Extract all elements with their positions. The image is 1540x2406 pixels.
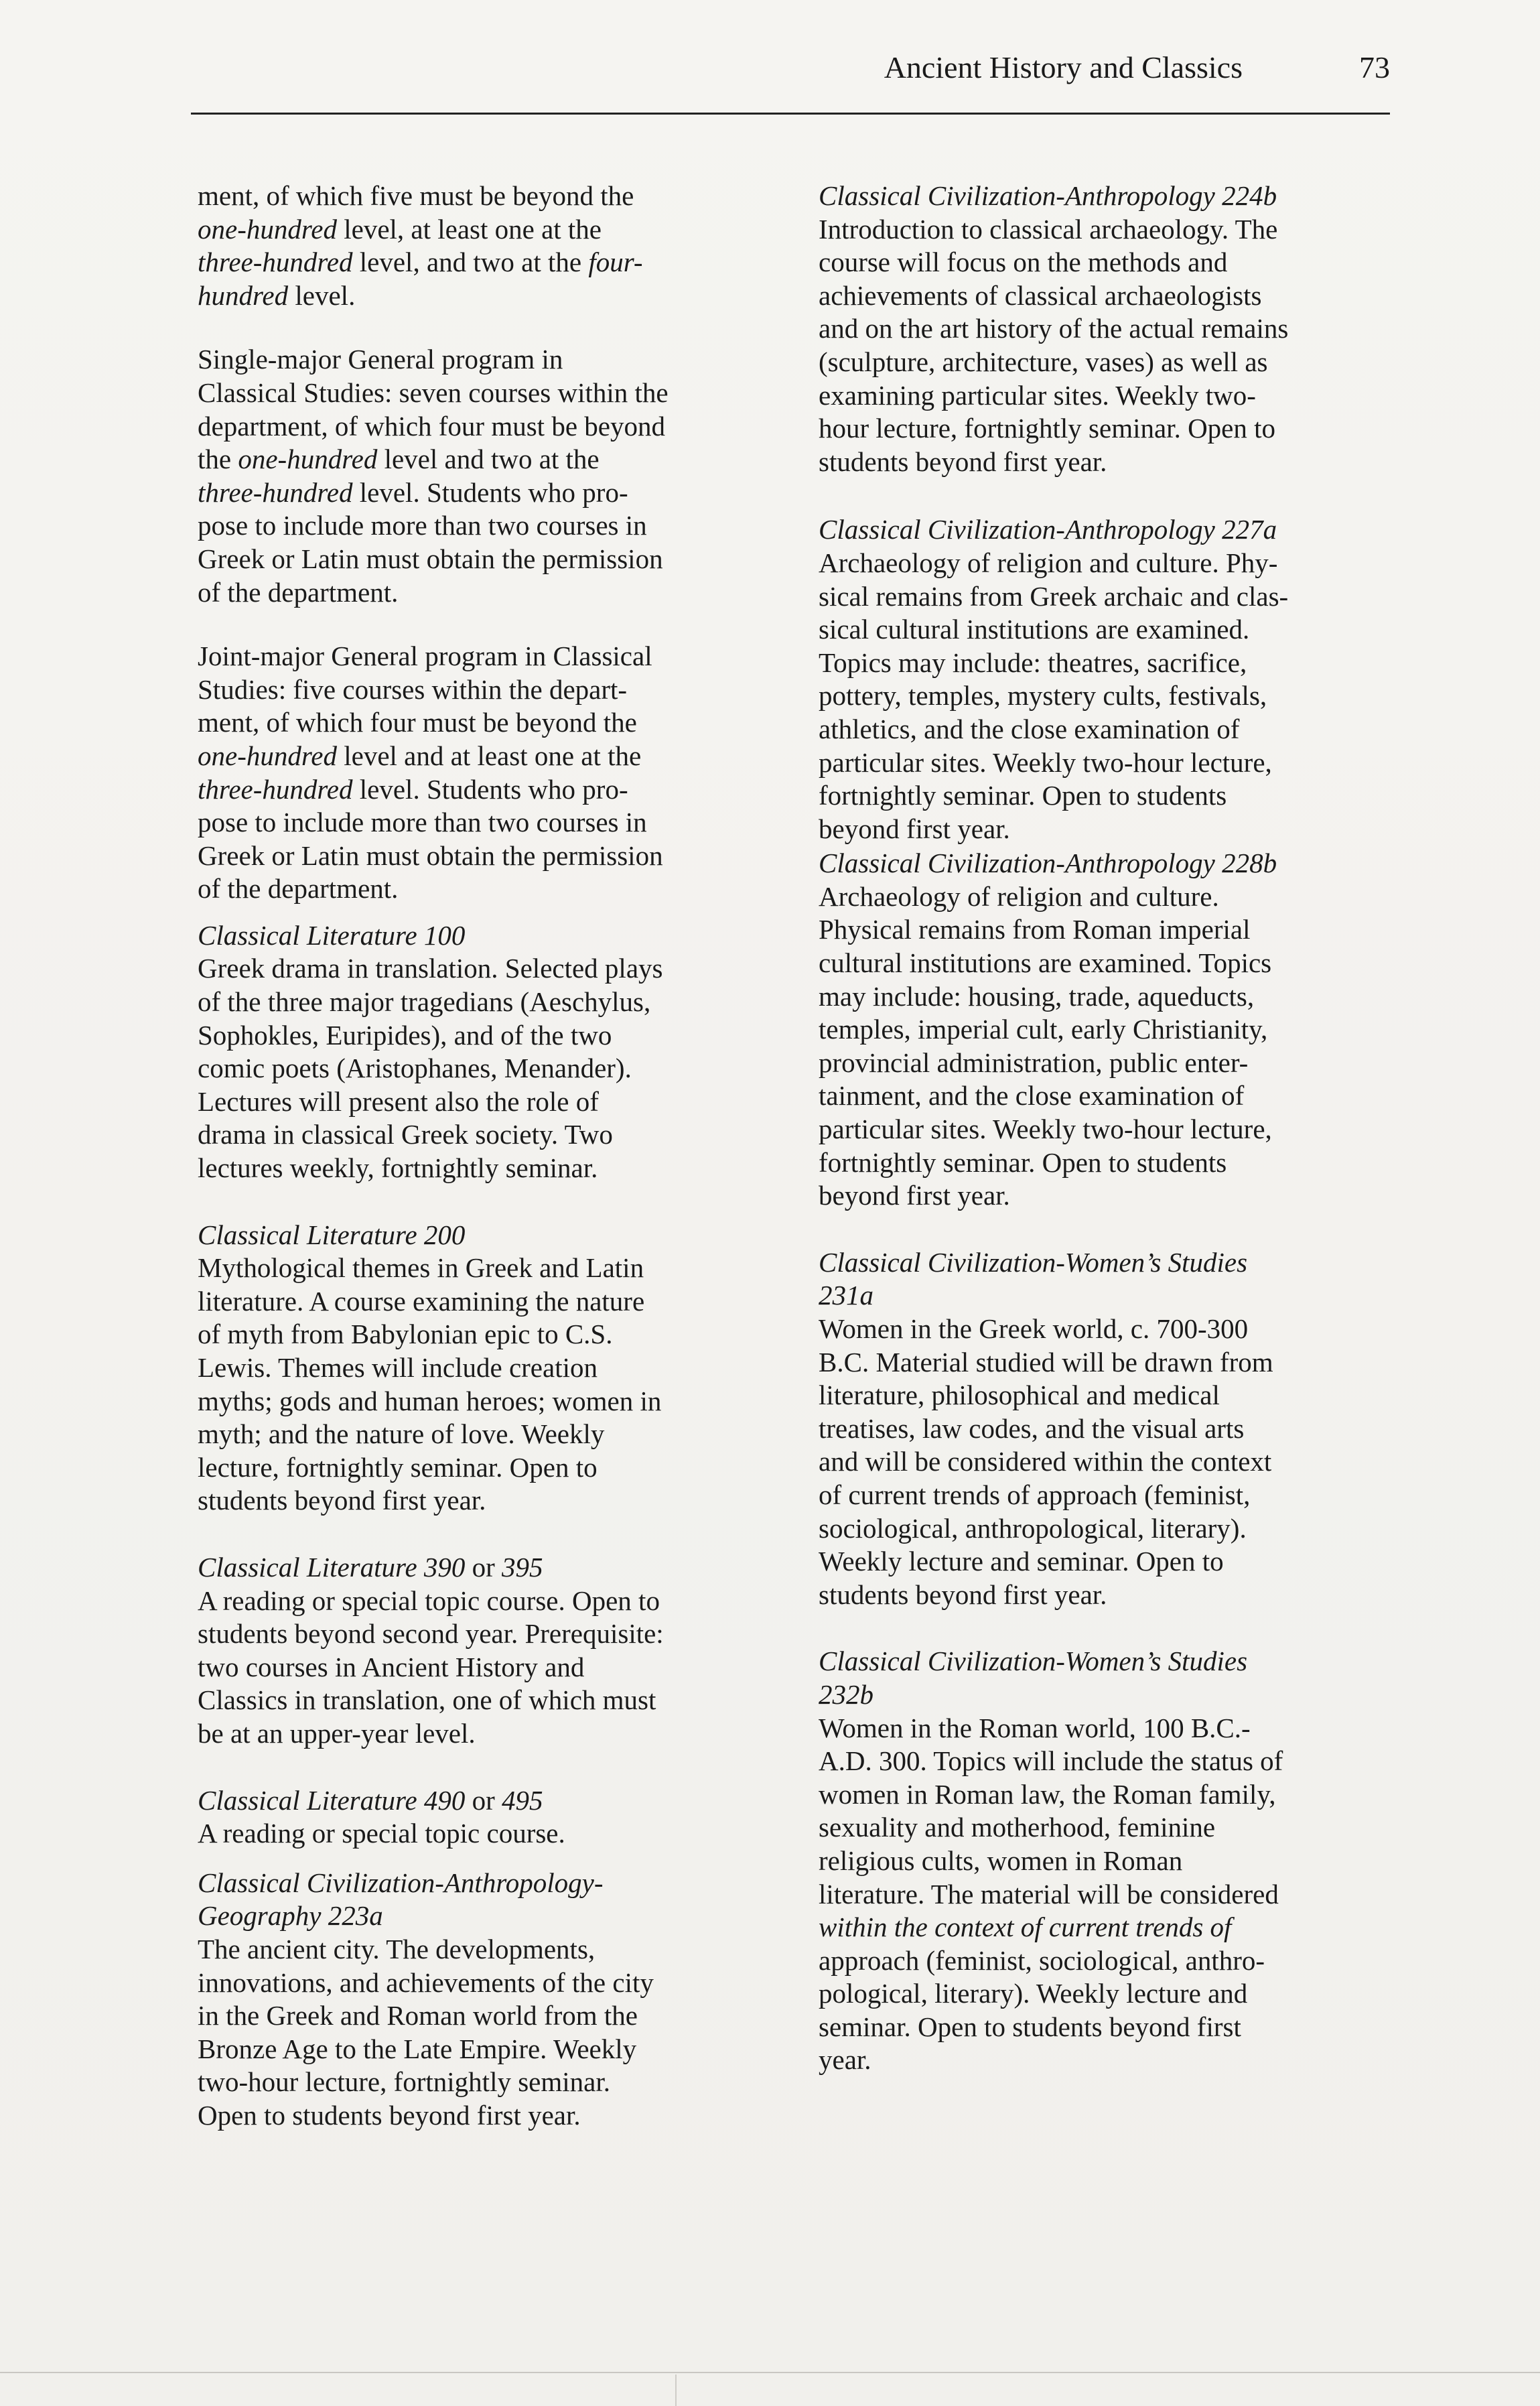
course-classical-literature-490 bbox=[198, 1784, 787, 1851]
text-line: Mythological themes in Greek and Latin bbox=[198, 1252, 644, 1284]
text-line: B.C. Material studied will be drawn from bbox=[819, 1346, 1273, 1378]
text-line: examining particular sites. Weekly two- bbox=[819, 379, 1256, 411]
right-column bbox=[819, 180, 1408, 2077]
text-line: may include: housing, trade, aqueducts, bbox=[819, 980, 1255, 1012]
text-line: cultural institutions are examined. Topics bbox=[819, 947, 1272, 979]
text-line: innovations, and achievements of the city bbox=[198, 1966, 654, 1998]
text-line: achievements of classical archaeologists bbox=[819, 279, 1262, 311]
text-line: Women in the Greek world, c. 700-300 bbox=[819, 1313, 1249, 1344]
text-line: seminar. Open to students beyond first bbox=[819, 2011, 1241, 2042]
course-classical-civilization-228b bbox=[819, 847, 1408, 1213]
text-line: fortnightly seminar. Open to students bbox=[819, 1146, 1227, 1178]
course-title: Classical Civilization-Anthropology 228b bbox=[819, 848, 1277, 879]
text-line: Open to students beyond first year. bbox=[198, 2099, 581, 2131]
course-title: Classical Civilization-Anthropology- bbox=[198, 1867, 604, 1898]
text-line: sical remains from Greek archaic and clas- bbox=[819, 580, 1289, 612]
course-title: Classical Civilization-Women’s Studies bbox=[819, 1246, 1248, 1278]
text-line: literature, philosophical and medical bbox=[819, 1380, 1220, 1411]
text-line: A reading or special topic course. bbox=[198, 1818, 565, 1849]
text-line: Classical Studies: seven courses within the bbox=[198, 377, 669, 408]
running-head-title: Ancient History and Classics bbox=[884, 50, 1243, 84]
text-line: sociological, anthropological, literary). bbox=[819, 1512, 1247, 1544]
text-line: of myth from Babylonian epic to C.S. bbox=[198, 1319, 613, 1350]
text-line: Lewis. Themes will include creation bbox=[198, 1352, 598, 1383]
text-line: within the context of current trends of bbox=[819, 1912, 1232, 1943]
text-line: students beyond first year. bbox=[819, 1579, 1107, 1610]
page-number: 73 bbox=[1359, 50, 1390, 84]
text-line: literature. The material will be considered bbox=[819, 1878, 1279, 1910]
text-line: Physical remains from Roman imperial bbox=[819, 914, 1251, 945]
text-line: fortnightly seminar. Open to students bbox=[819, 780, 1227, 811]
text-line: three-hundred level, and two at the four- bbox=[198, 247, 643, 278]
text-line: The ancient city. The developments, bbox=[198, 1933, 596, 1964]
course-title: Geography 223a bbox=[198, 1900, 383, 1932]
text-line: religious cults, women in Roman bbox=[819, 1845, 1183, 1876]
course-classical-civilization-231a bbox=[819, 1246, 1408, 1612]
left-column bbox=[198, 180, 787, 2132]
text-line: ment, of which four must be beyond the bbox=[198, 707, 637, 738]
paragraph-joint-major bbox=[198, 640, 787, 906]
course-classical-literature-100 bbox=[198, 919, 787, 1185]
text-line: Weekly lecture and seminar. Open to bbox=[819, 1546, 1224, 1577]
text-line: Lectures will present also the role of bbox=[198, 1085, 599, 1117]
text-line: Bronze Age to the Late Empire. Weekly bbox=[198, 2033, 637, 2064]
text-line: hour lecture, fortnightly seminar. Open to bbox=[819, 413, 1276, 444]
text-line: Topics may include: theatres, sacrifice, bbox=[819, 647, 1247, 678]
course-title: Classical Civilization-Anthropology 224b bbox=[819, 180, 1277, 211]
text-line: Introduction to classical archaeology. The bbox=[819, 213, 1278, 245]
text-line: provincial administration, public enter- bbox=[819, 1047, 1249, 1078]
course-title: Classical Literature 100 bbox=[198, 919, 466, 951]
course-classical-civilization-227a bbox=[819, 513, 1408, 846]
text-line: two-hour lecture, fortnightly seminar. bbox=[198, 2066, 610, 2098]
scan-edge-mark bbox=[675, 2375, 677, 2406]
text-line: tainment, and the close examination of bbox=[819, 1080, 1245, 1112]
text-line: Greek drama in translation. Selected plays bbox=[198, 953, 663, 984]
course-classical-literature-200 bbox=[198, 1219, 787, 1518]
course-title: 231a bbox=[819, 1280, 873, 1311]
text-line: one-hundred level and at least one at the bbox=[198, 740, 642, 771]
text-line: of current trends of approach (feminist, bbox=[819, 1479, 1251, 1510]
text-line: Joint-major General program in Classical bbox=[198, 641, 652, 672]
text-line: myth; and the nature of love. Weekly bbox=[198, 1418, 605, 1450]
text-line: two courses in Ancient History and bbox=[198, 1651, 585, 1682]
text-line: the one-hundred level and two at the bbox=[198, 444, 600, 475]
text-line: approach (feminist, sociological, anthro- bbox=[819, 1944, 1265, 1976]
text-line: comic poets (Aristophanes, Menander). bbox=[198, 1053, 632, 1084]
header-rule bbox=[191, 113, 1390, 115]
text-line: treatises, law codes, and the visual arts bbox=[819, 1412, 1245, 1444]
course-title: Classical Literature 490 or 495 bbox=[198, 1784, 543, 1816]
course-title: 232b bbox=[819, 1678, 873, 1710]
text-line: lecture, fortnightly seminar. Open to bbox=[198, 1451, 598, 1483]
course-title: Classical Literature 390 or 395 bbox=[198, 1551, 543, 1583]
text-line: students beyond second year. Prerequisite: bbox=[198, 1618, 664, 1650]
paragraph-single-major bbox=[198, 343, 787, 609]
text-line: Greek or Latin must obtain the permission bbox=[198, 840, 663, 871]
text-line: women in Roman law, the Roman family, bbox=[819, 1778, 1276, 1810]
paragraph-continued bbox=[198, 180, 787, 312]
text-line: pose to include more than two courses in bbox=[198, 510, 647, 541]
text-line: students beyond first year. bbox=[819, 446, 1107, 477]
text-line: pose to include more than two courses in bbox=[198, 807, 647, 838]
text-line: ment, of which five must be beyond the bbox=[198, 180, 634, 211]
text-line: literature. A course examining the nature bbox=[198, 1285, 645, 1317]
scan-edge-line bbox=[0, 2372, 1540, 2373]
text-line: year. bbox=[819, 2044, 871, 2076]
text-line: Archaeology of religion and culture. Phy- bbox=[819, 547, 1278, 578]
text-line: beyond first year. bbox=[819, 813, 1010, 844]
text-line: A.D. 300. Topics will include the status of bbox=[819, 1745, 1283, 1777]
text-line: in the Greek and Roman world from the bbox=[198, 2000, 638, 2031]
text-line: three-hundred level. Students who pro- bbox=[198, 773, 628, 805]
text-line: beyond first year. bbox=[819, 1180, 1010, 1211]
course-classical-civilization-223a bbox=[198, 1867, 787, 2133]
text-line: Sophokles, Euripides), and of the two bbox=[198, 1019, 612, 1051]
text-line: department, of which four must be beyond bbox=[198, 410, 665, 442]
course-classical-civilization-224b bbox=[819, 180, 1408, 478]
text-line: temples, imperial cult, early Christianity, bbox=[819, 1014, 1268, 1045]
page-header bbox=[191, 42, 1390, 122]
text-line: and on the art history of the actual remains bbox=[819, 313, 1289, 344]
text-line: sical cultural institutions are examined. bbox=[819, 614, 1250, 645]
text-line: be at an upper-year level. bbox=[198, 1717, 476, 1749]
text-line: lectures weekly, fortnightly seminar. bbox=[198, 1152, 598, 1184]
course-classical-literature-390 bbox=[198, 1551, 787, 1751]
text-line: Women in the Roman world, 100 B.C.- bbox=[819, 1712, 1251, 1743]
text-line: students beyond first year. bbox=[198, 1485, 486, 1516]
text-line: myths; gods and human heroes; women in bbox=[198, 1385, 662, 1416]
text-line: one-hundred level, at least one at the bbox=[198, 213, 602, 245]
text-line: Greek or Latin must obtain the permission bbox=[198, 543, 663, 574]
text-line: three-hundred level. Students who pro- bbox=[198, 476, 628, 508]
text-line: Classics in translation, one of which must bbox=[198, 1684, 656, 1716]
course-title: Classical Literature 200 bbox=[198, 1219, 466, 1250]
text-line: athletics, and the close examination of bbox=[819, 713, 1240, 744]
text-line: Single-major General program in bbox=[198, 344, 563, 375]
text-line: of the department. bbox=[198, 873, 399, 905]
text-line: Studies: five courses within the depart- bbox=[198, 673, 628, 705]
course-title: Classical Civilization-Anthropology 227a bbox=[819, 514, 1277, 545]
text-line: hundred level. bbox=[198, 279, 356, 311]
course-title: Classical Civilization-Women’s Studies bbox=[819, 1646, 1248, 1677]
text-line: drama in classical Greek society. Two bbox=[198, 1119, 613, 1150]
text-line: of the department. bbox=[198, 576, 399, 608]
text-line: pological, literary). Weekly lecture and bbox=[819, 1978, 1248, 2009]
text-line: course will focus on the methods and bbox=[819, 247, 1228, 278]
text-line: sexuality and motherhood, feminine bbox=[819, 1812, 1216, 1843]
course-classical-civilization-232b bbox=[819, 1645, 1408, 2077]
text-line: and will be considered within the context bbox=[819, 1446, 1272, 1477]
text-line: (sculpture, architecture, vases) as well as bbox=[819, 346, 1268, 377]
text-line: A reading or special topic course. Open to bbox=[198, 1585, 660, 1616]
text-line: particular sites. Weekly two-hour lecture, bbox=[819, 746, 1272, 778]
text-line: pottery, temples, mystery cults, festivals, bbox=[819, 680, 1267, 712]
text-line: particular sites. Weekly two-hour lecture, bbox=[819, 1114, 1272, 1145]
text-line: Archaeology of religion and culture. bbox=[819, 880, 1219, 912]
text-line: of the three major tragedians (Aeschylus, bbox=[198, 986, 651, 1018]
